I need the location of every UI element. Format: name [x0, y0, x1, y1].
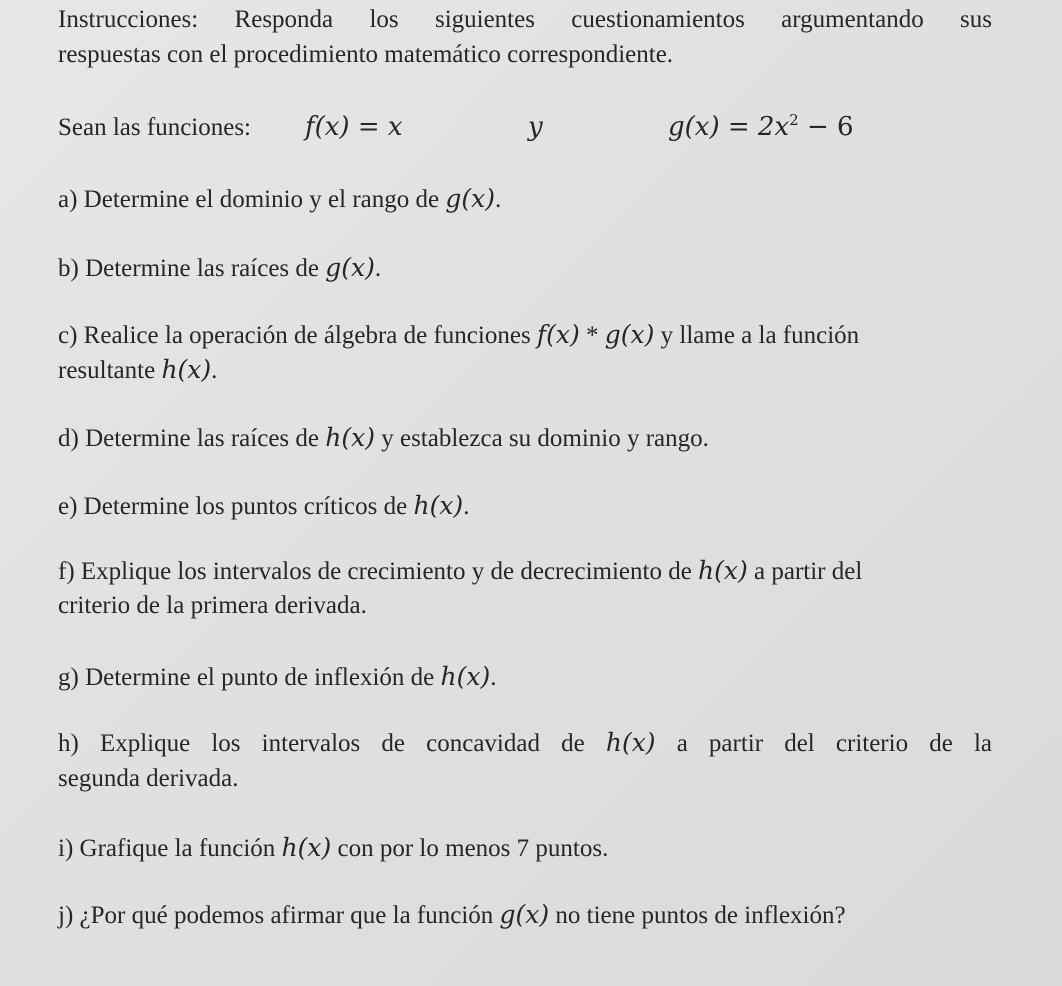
- question-h-line-1: h) Explique los intervalos de concavidad de h(x) a partir del criterio de la: [58, 728, 992, 757]
- function-f-definition: f(x) = x: [305, 112, 403, 142]
- question-c-line-2: resultante h(x).: [58, 355, 218, 384]
- question-h-line-2: segunda derivada.: [58, 765, 239, 792]
- question-b: b) Determine las raíces de g(x).: [58, 253, 382, 282]
- instructions-line-2: respuestas con el procedimiento matemático correspondiente.: [58, 41, 674, 68]
- question-i: i) Grafique la función h(x) con por lo menos 7 puntos.: [58, 833, 609, 862]
- functions-connector: y: [528, 112, 543, 142]
- question-c-line-1: c) Realice la operación de álgebra de funciones f(x) * g(x) y llame a la función: [58, 320, 860, 349]
- instructions-line-1: Instrucciones: Responda los siguientes cuestionamientos argumentando sus: [58, 6, 992, 33]
- question-f-line-1: f) Explique los intervalos de crecimiento y de decrecimiento de h(x) a partir del: [58, 556, 863, 585]
- functions-intro: Sean las funciones:: [58, 114, 252, 141]
- question-g: g) Determine el punto de inflexión de h(x).: [58, 662, 497, 691]
- question-f-line-2: criterio de la primera derivada.: [58, 592, 367, 619]
- question-e: e) Determine los puntos críticos de h(x).: [58, 491, 470, 520]
- question-d: d) Determine las raíces de h(x) y establezca su dominio y rango.: [58, 423, 709, 452]
- function-g-definition: $g(x) = 2x^2 - 6$: [668, 111, 854, 142]
- question-a: a) Determine el dominio y el rango de g(x).: [58, 184, 502, 213]
- question-j: j) ¿Por qué podemos afirmar que la función g(x) no tiene puntos de inflexión?: [58, 900, 846, 929]
